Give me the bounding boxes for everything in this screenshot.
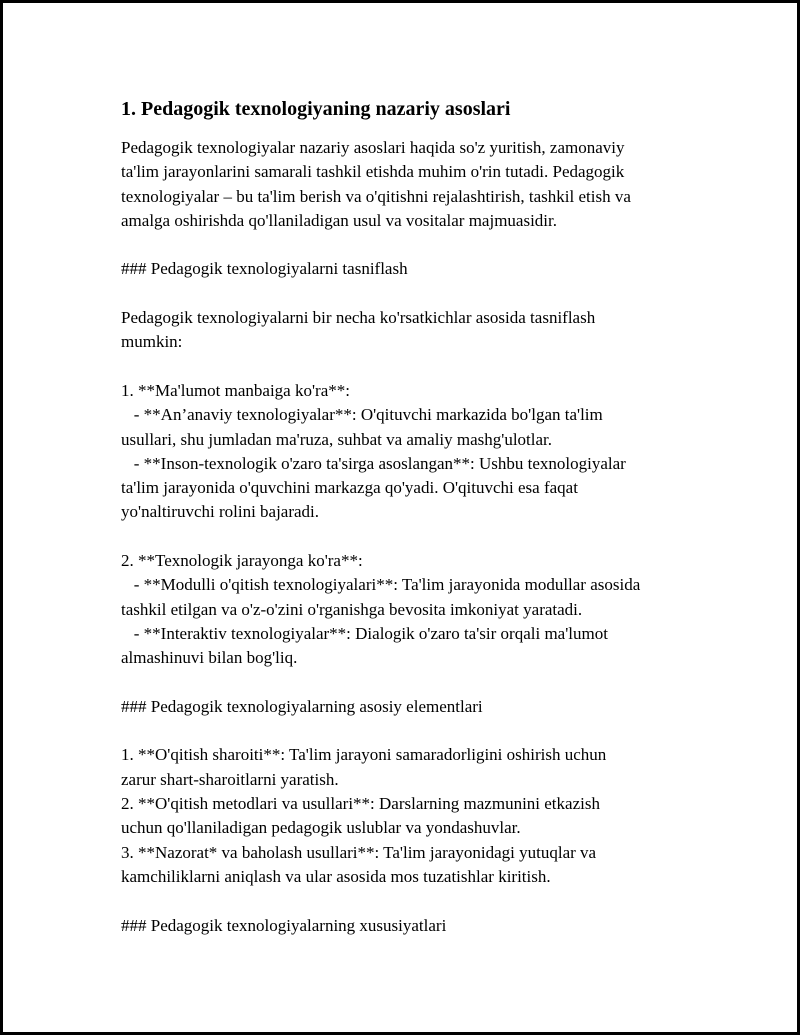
document-heading: 1. Pedagogik texnologiyaning nazariy asoslari: [121, 98, 511, 120]
classification-group: [121, 379, 701, 525]
list-item: 2. **O'qitish metodlari va usullari**: Darslarning mazmunini etkazish: [121, 794, 600, 814]
section-title: ### Pedagogik texnologiyalarning xususiyatlari: [121, 915, 447, 935]
text-line: Pedagogik texnologiyalarni bir necha ko'rsatkichlar asosida tasniflash: [121, 308, 596, 328]
section-intro: [121, 306, 701, 355]
list-item: kamchiliklarni aniqlash va ular asosida mos tuzatishlar kiritish.: [121, 866, 551, 886]
list-item: 1. **Ma'lumot manbaiga ko'ra**:: [121, 380, 350, 400]
list-item: ta'lim jarayonida o'quvchini markazga qo'yadi. O'qituvchi esa faqat: [121, 478, 578, 498]
text-line: texnologiyalar – bu ta'lim berish va o'qitishni rejalashtirish, tashkil etish va: [121, 186, 631, 206]
list-item: usullari, shu jumladan ma'ruza, suhbat va amaliy mashg'ulotlar.: [121, 429, 553, 449]
elements-list: [121, 743, 701, 889]
text-line: amalga oshirishda qo'llaniladigan usul va vositalar majmuasidir.: [121, 210, 557, 230]
list-item: 3. **Nazorat* va baholash usullari**: Ta'lim jarayonidagi yutuqlar va: [121, 842, 597, 862]
document-content: [121, 96, 701, 938]
list-item: - **Inson-texnologik o'zaro ta'sirga asoslangan**: Ushbu texnologiyalar: [121, 453, 626, 473]
section-title: ### Pedagogik texnologiyalarni tasniflash: [121, 259, 408, 279]
section-title: ### Pedagogik texnologiyalarning asosiy elementlari: [121, 696, 483, 716]
list-item: 2. **Texnologik jarayonga ko'ra**:: [121, 551, 363, 571]
intro-paragraph: [121, 136, 701, 233]
list-item: - **An’anaviy texnologiyalar**: O'qituvchi markazida bo'lgan ta'lim: [121, 405, 603, 425]
text-line: mumkin:: [121, 332, 183, 352]
list-item: 1. **O'qitish sharoiti**: Ta'lim jarayoni samaradorligini oshirish uchun: [121, 745, 607, 765]
classification-group: [121, 549, 701, 670]
list-item: almashinuvi bilan bog'liq.: [121, 648, 298, 668]
list-item: yo'naltiruvchi rolini bajaradi.: [121, 502, 320, 522]
text-line: Pedagogik texnologiyalar nazariy asoslari haqida so'z yuritish, zamonaviy: [121, 138, 625, 157]
list-item: - **Interaktiv texnologiyalar**: Dialogik o'zaro ta'sir orqali ma'lumot: [121, 623, 608, 643]
list-item: uchun qo'llaniladigan pedagogik uslublar va yondashuvlar.: [121, 818, 521, 838]
list-item: tashkil etilgan va o'z-o'zini o'rganishga bevosita imkoniyat yaratadi.: [121, 599, 583, 619]
list-item: zarur shart-sharoitlarni yaratish.: [121, 769, 339, 789]
list-item: - **Modulli o'qitish texnologiyalari**: Ta'lim jarayonida modullar asosida: [121, 575, 641, 595]
text-line: ta'lim jarayonlarini samarali tashkil etishda muhim o'rin tutadi. Pedagogik: [121, 162, 625, 182]
